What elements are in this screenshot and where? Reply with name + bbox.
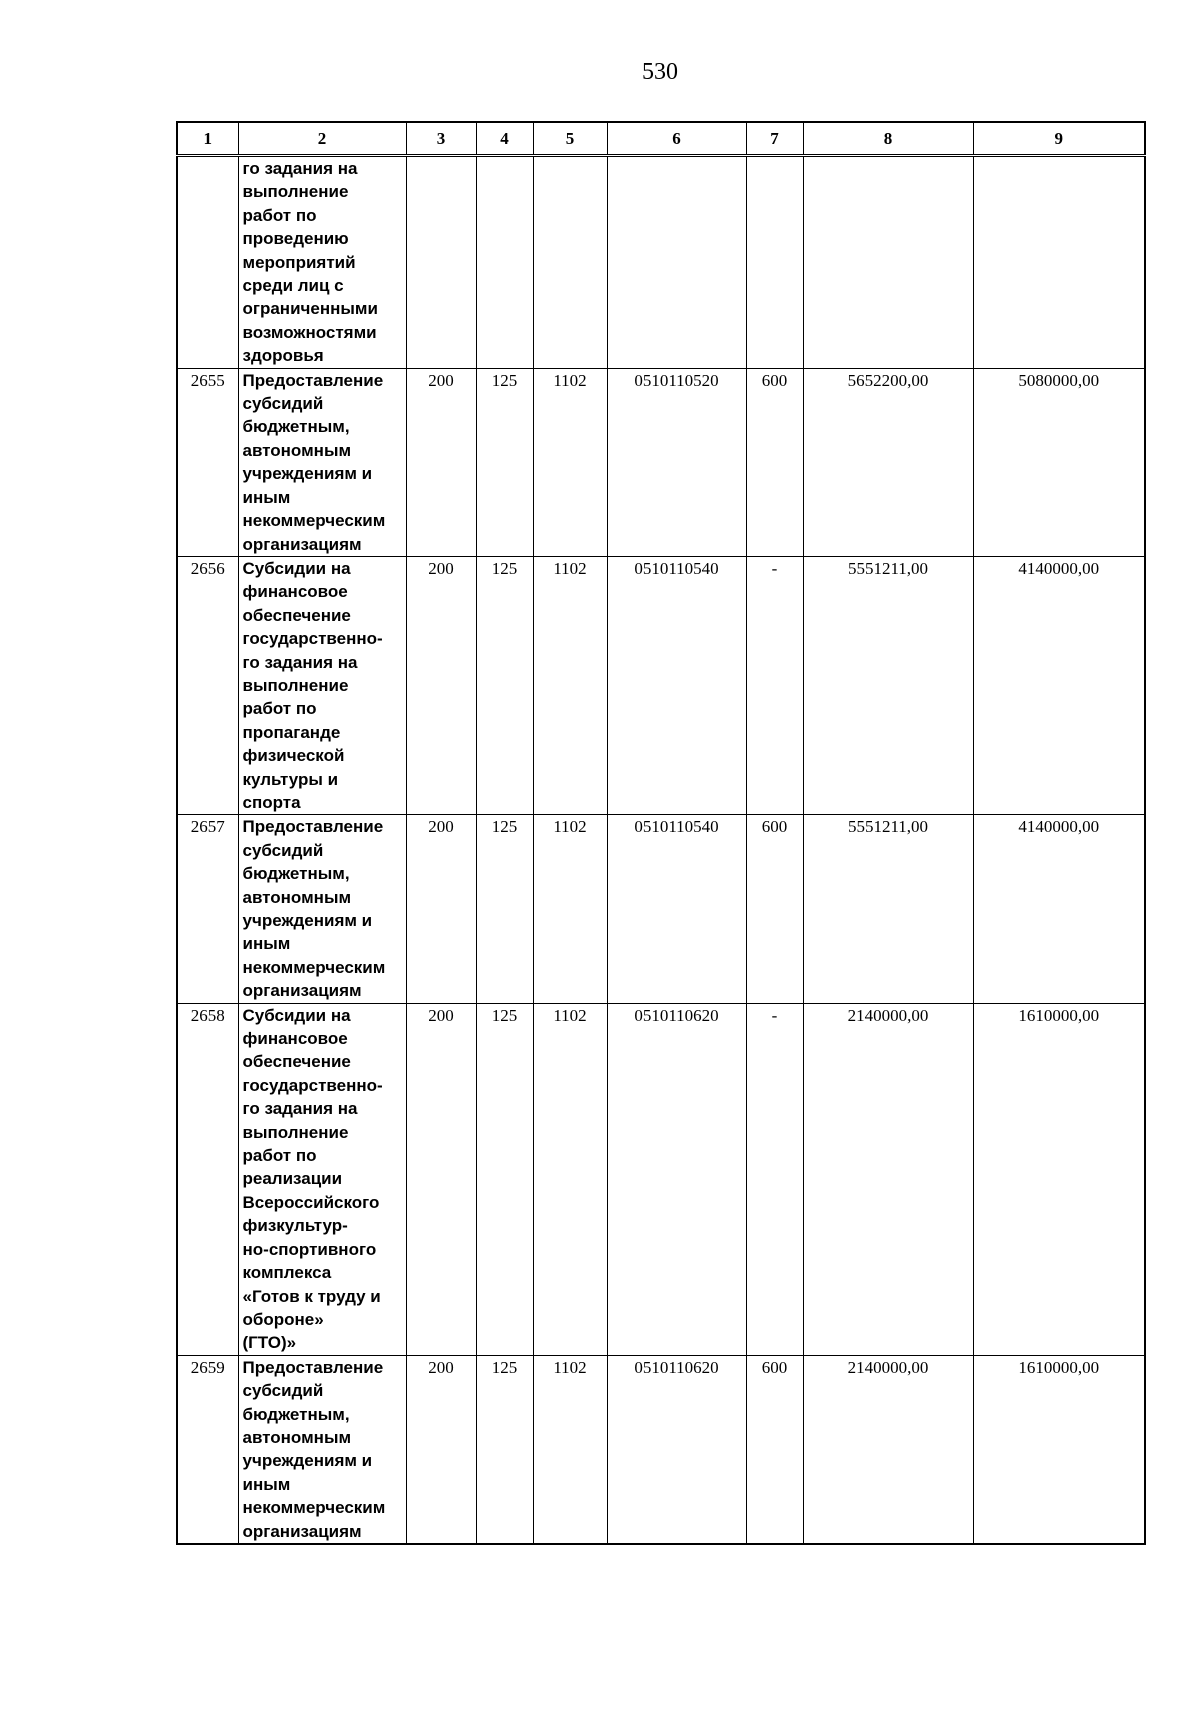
- table-row: [177, 1355, 1145, 1544]
- row-number-cell: 2656: [177, 556, 238, 814]
- amount-cell-col8: 5551211,00: [803, 556, 973, 814]
- description-cell: го задания на выполнение работ по проведению мероприятий среди лиц с ограниченными возможностями здоровья: [238, 156, 406, 369]
- column-7-cell: -: [746, 1003, 803, 1355]
- row-number-cell: 2655: [177, 368, 238, 556]
- column-header: 3: [406, 122, 476, 156]
- column-4-cell: 125: [476, 368, 533, 556]
- column-3-cell: 200: [406, 556, 476, 814]
- column-6-cell: 0510110620: [607, 1003, 746, 1355]
- column-5-cell: 1102: [533, 368, 607, 556]
- column-3-cell: 200: [406, 1003, 476, 1355]
- budget-table: [176, 121, 1146, 1545]
- column-4-cell: 125: [476, 1003, 533, 1355]
- column-5-cell: 1102: [533, 815, 607, 1003]
- description-cell: Субсидии на финансовое обеспечение государственно- го задания на выполнение работ по пропаганде физической культуры и спорта: [238, 556, 406, 814]
- column-header: 4: [476, 122, 533, 156]
- column-header: 5: [533, 122, 607, 156]
- header-row: [177, 122, 1145, 156]
- column-3-cell: [406, 156, 476, 369]
- column-4-cell: 125: [476, 556, 533, 814]
- row-number-cell: 2659: [177, 1355, 238, 1544]
- table-row: [177, 815, 1145, 1003]
- amount-cell-col8: 2140000,00: [803, 1003, 973, 1355]
- column-6-cell: 0510110540: [607, 556, 746, 814]
- column-6-cell: [607, 156, 746, 369]
- page-number: 530: [642, 59, 678, 85]
- column-3-cell: 200: [406, 368, 476, 556]
- column-5-cell: 1102: [533, 1355, 607, 1544]
- column-3-cell: 200: [406, 815, 476, 1003]
- column-header: 8: [803, 122, 973, 156]
- column-header: 2: [238, 122, 406, 156]
- table-row: [177, 156, 1145, 369]
- amount-cell-col9: 4140000,00: [973, 556, 1145, 814]
- amount-cell-col9: 4140000,00: [973, 815, 1145, 1003]
- column-7-cell: 600: [746, 815, 803, 1003]
- column-6-cell: 0510110540: [607, 815, 746, 1003]
- row-number-cell: 2658: [177, 1003, 238, 1355]
- column-7-cell: 600: [746, 368, 803, 556]
- column-3-cell: 200: [406, 1355, 476, 1544]
- description-cell: Предоставление субсидий бюджетным, автономным учреждениям и иным некоммерческим организациям: [238, 815, 406, 1003]
- column-4-cell: 125: [476, 1355, 533, 1544]
- row-number-cell: 2657: [177, 815, 238, 1003]
- column-6-cell: 0510110520: [607, 368, 746, 556]
- column-7-cell: 600: [746, 1355, 803, 1544]
- amount-cell-col9: 5080000,00: [973, 368, 1145, 556]
- amount-cell-col8: [803, 156, 973, 369]
- amount-cell-col9: 1610000,00: [973, 1355, 1145, 1544]
- amount-cell-col8: 5551211,00: [803, 815, 973, 1003]
- column-header: 7: [746, 122, 803, 156]
- column-4-cell: [476, 156, 533, 369]
- amount-cell-col9: 1610000,00: [973, 1003, 1145, 1355]
- amount-cell-col8: 2140000,00: [803, 1355, 973, 1544]
- column-7-cell: [746, 156, 803, 369]
- column-6-cell: 0510110620: [607, 1355, 746, 1544]
- description-cell: Субсидии на финансовое обеспечение государственно- го задания на выполнение работ по реализации Всероссийского физкультур- но-спортивного комплекса «Готов к труду и обороне» (ГТО)»: [238, 1003, 406, 1355]
- description-cell: Предоставление субсидий бюджетным, автономным учреждениям и иным некоммерческим организациям: [238, 368, 406, 556]
- column-7-cell: -: [746, 556, 803, 814]
- description-cell: Предоставление субсидий бюджетным, автономным учреждениям и иным некоммерческим организациям: [238, 1355, 406, 1544]
- table-row: [177, 1003, 1145, 1355]
- column-4-cell: 125: [476, 815, 533, 1003]
- table-row: [177, 368, 1145, 556]
- column-5-cell: 1102: [533, 1003, 607, 1355]
- amount-cell-col8: 5652200,00: [803, 368, 973, 556]
- column-header: 6: [607, 122, 746, 156]
- column-5-cell: 1102: [533, 556, 607, 814]
- column-5-cell: [533, 156, 607, 369]
- row-number-cell: [177, 156, 238, 369]
- amount-cell-col9: [973, 156, 1145, 369]
- column-header: 9: [973, 122, 1145, 156]
- column-header: 1: [177, 122, 238, 156]
- table-row: [177, 556, 1145, 814]
